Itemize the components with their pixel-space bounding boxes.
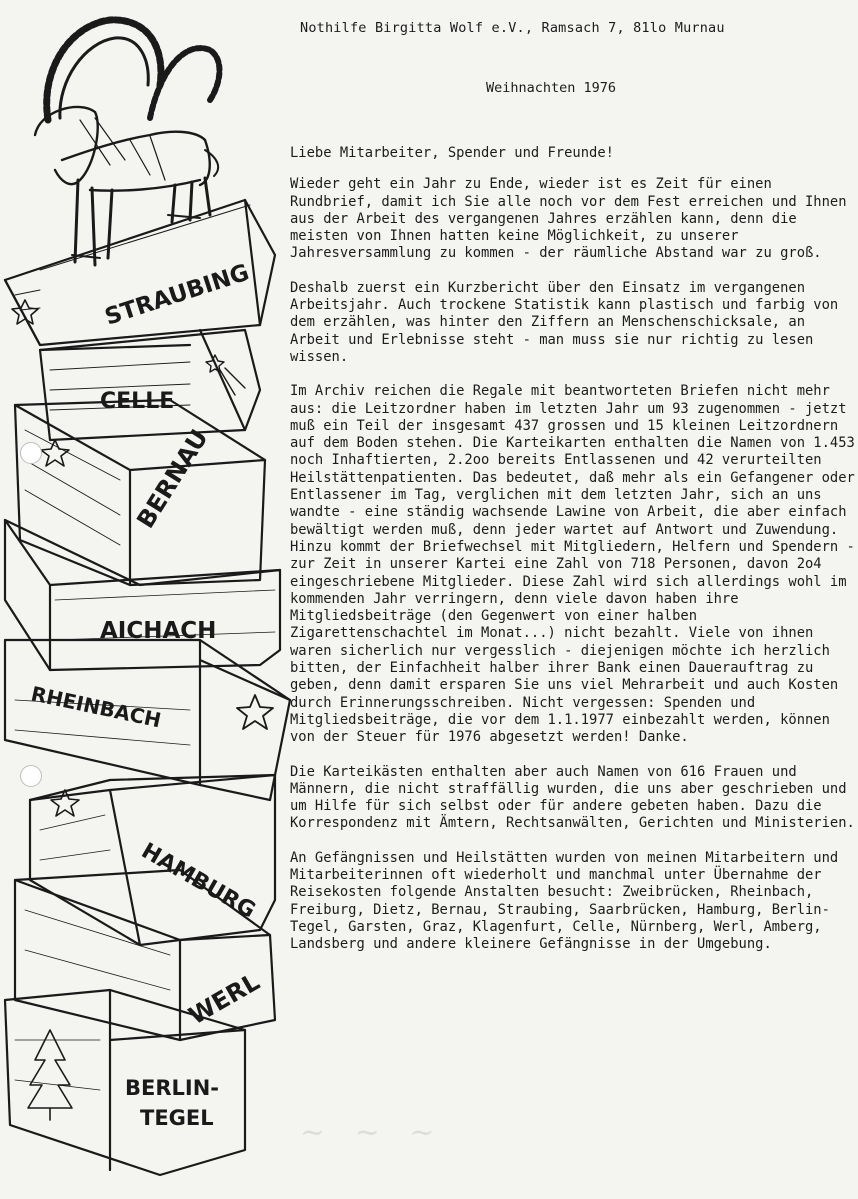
stacked-boxes-illustration xyxy=(0,0,300,1199)
box-bernau xyxy=(15,400,265,585)
box-label-straubing: STRAUBING xyxy=(101,259,253,331)
letter-date: Weihnachten 1976 xyxy=(486,80,617,96)
box-label-werl: WERL xyxy=(184,967,265,1031)
straw-goat-icon xyxy=(35,20,219,265)
box-label-rheinbach: RHEINBACH xyxy=(28,681,164,733)
box-label-tegel: TEGEL xyxy=(140,1106,214,1130)
box-label-berlin: BERLIN- xyxy=(125,1076,220,1100)
box-label-hamburg: HAMBURG xyxy=(137,838,260,924)
paragraph-intro: Wieder geht ein Jahr zu Ende, wieder ist es Zeit für einen Rundbrief, damit ich Sie alle noch vor dem Fest erreichen und Ihnen aus der Arbeit des vergangenen Jahres erzählen kann, denn die meisten von Ihnen hatten keine Möglichkeit, zu unserer Jahresversammlung zu kommen - der räumliche Abstand war zu groß. xyxy=(290,176,847,262)
paragraph-card-index: Die Karteikästen enthalten aber auch Namen von 616 Frauen und Männern, die nicht straffällig wurden, die uns aber geschrieben und um Hilfe für sich selbst oder für andere gebeten haben. Dazu die Korrespondenz mit Ämtern, Rechtsanwälten, Gerichten und Ministerien. xyxy=(290,763,855,832)
salutation: Liebe Mitarbeiter, Spender und Freunde! xyxy=(290,145,614,161)
star-icon xyxy=(237,695,273,729)
fir-tree-icon xyxy=(28,1030,72,1120)
star-icon xyxy=(12,300,38,324)
box-aichach xyxy=(5,520,280,670)
box-label-bernau: BERNAU xyxy=(131,424,214,534)
letter-body xyxy=(290,145,858,970)
punch-hole-bottom xyxy=(20,765,42,787)
box-label-aichach: AICHACH xyxy=(100,618,217,644)
paragraph-archive: Im Archiv reichen die Regale mit beantworteten Briefen nicht mehr aus: die Leitzordner haben im letzten Jahr um 93 zugenommen - jetzt muß ein Teil der insgesamt 437 grossen und 15 kleinen Leitzordnern auf dem Boden stehen. Die Karteikarten enthalten die Namen von 1.453 noch Inhaftierten, 2.2oo bereits Entlassenen und 42 verurteilten Heilstättenpatienten. Das bedeutet, daß mehr als ein Gefangener oder Entlassener im Tag, verglichen mit dem letzten Jahr, sich an uns wandte - eine ständig wachsende Lawine von Arbeit, die aber einfach bewältigt werden muß, denn jeder wartet auf Antwort und Zuwendung. Hinzu kommt der Briefwechsel mit Mitgliedern, Helfern und Spendern - zur Zeit in unserer Kartei eine Zahl von 718 Personen, davon 2o4 eingeschriebene Mitglieder. Diese Zahl wird sich allerdings wohl im kommenden Jahr verringern, denn viele davon haben ihre Mitgliedsbeiträge (den Gegenwert von einer halben Zigarettenschachtel im Monat...) nicht bezahlt. Viele von ihnen waren sicherlich nur vergesslich - diejenigen möchte ich herzlich bitten, der Einfachheit halber ihrer Bank einen Dauerauftrag zu geben, denn damit ersparen Sie uns viel Mehrarbeit und auch Kosten durch Erinnerungsschreiben. Nicht vergessen: Spenden und Mitgliedsbeiträge, die vor dem 1.1.1977 einbezahlt werden, können von der Steuer für 1976 abgesetzt werden! Danke. xyxy=(290,383,855,746)
paragraph-report: Deshalb zuerst ein Kurzbericht über den Einsatz im vergangenen Arbeitsjahr. Auch trockene Statistik kann plastisch und farbig von dem erzählen, was hinter den Ziffern an Menschenschicksale, an Arbeit und Erlebnisse steht - man muss sie nur richtig zu lesen wissen. xyxy=(290,279,839,365)
sender-address: Nothilfe Birgitta Wolf e.V., Ramsach 7, 81lo Murnau xyxy=(300,20,725,36)
box-label-celle: CELLE xyxy=(100,389,175,414)
punch-hole-top xyxy=(20,442,42,464)
paragraph-institutions: An Gefängnissen und Heilstätten wurden von meinen Mitarbeitern und Mitarbeiterinnen oft wiederholt und manchmal unter Übernahme der Reisekosten folgende Anstalten besucht: Zweibrücken, Rheinbach, Freiburg, Dietz, Bernau, Straubing, Saarbrücken, Hamburg, Berlin-Tegel, Garsten, Graz, Klagenfurt, Celle, Nürnberg, Werl, Amberg, Landsberg und andere kleinere Gefängnisse in der Umgebung. xyxy=(290,849,839,953)
box-celle xyxy=(40,330,260,440)
star-icon xyxy=(41,440,69,466)
show-through-signature: ~ ~ ~ xyxy=(300,1115,445,1150)
